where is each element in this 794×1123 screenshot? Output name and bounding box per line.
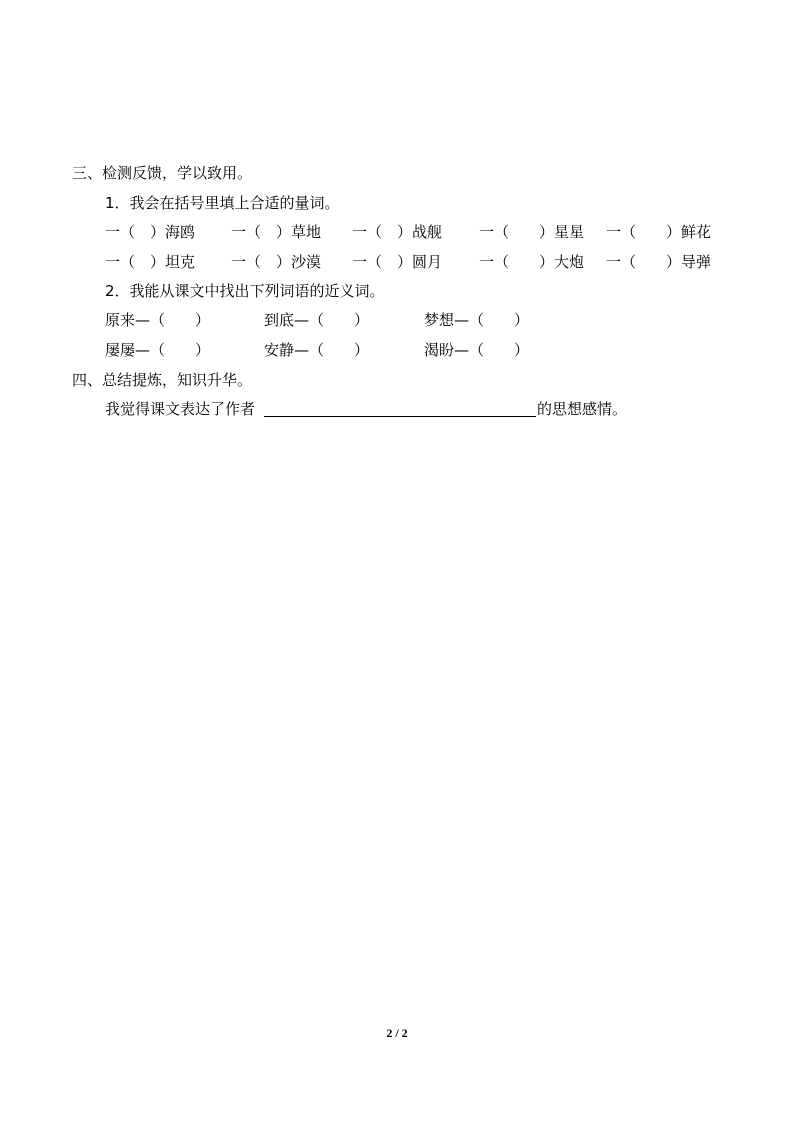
section-3-heading: 三、检测反馈，学以致用。 (72, 164, 253, 182)
measure-word-item: 一（ ）坦克 (105, 253, 196, 271)
summary-answer-blank[interactable] (264, 400, 536, 417)
measure-word-item: 一（ ）圆月 (352, 253, 443, 271)
measure-word-item: 一（ ）导弹 (606, 253, 712, 271)
measure-word-item: 一（ ）鲜花 (606, 223, 712, 241)
question-1-prompt: 1．我会在括号里填上合适的量词。 (105, 194, 340, 212)
summary-sentence-end: 的思想感情。 (537, 400, 628, 418)
measure-word-item: 一（ ）星星 (479, 223, 585, 241)
question-2-prompt: 2．我能从课文中找出下列词语的近义词。 (105, 282, 385, 300)
synonym-item: 梦想—（ ） (424, 311, 530, 329)
synonym-item: 渴盼—（ ） (424, 341, 530, 359)
page-number: 2 / 2 (386, 1026, 408, 1040)
synonym-item: 安静—（ ） (264, 341, 370, 359)
measure-word-item: 一（ ）战舰 (352, 223, 443, 241)
measure-word-item: 一（ ）大炮 (479, 253, 585, 271)
measure-word-item: 一（ ）海鸥 (105, 223, 196, 241)
measure-word-item: 一（ ）沙漠 (231, 253, 322, 271)
section-4-heading: 四、总结提炼，知识升华。 (72, 371, 253, 389)
synonym-item: 屡屡—（ ） (105, 341, 211, 359)
summary-sentence-start: 我觉得课文表达了作者 (105, 400, 256, 418)
measure-word-item: 一（ ）草地 (231, 223, 322, 241)
synonym-item: 到底—（ ） (264, 311, 370, 329)
synonym-item: 原来—（ ） (105, 311, 211, 329)
